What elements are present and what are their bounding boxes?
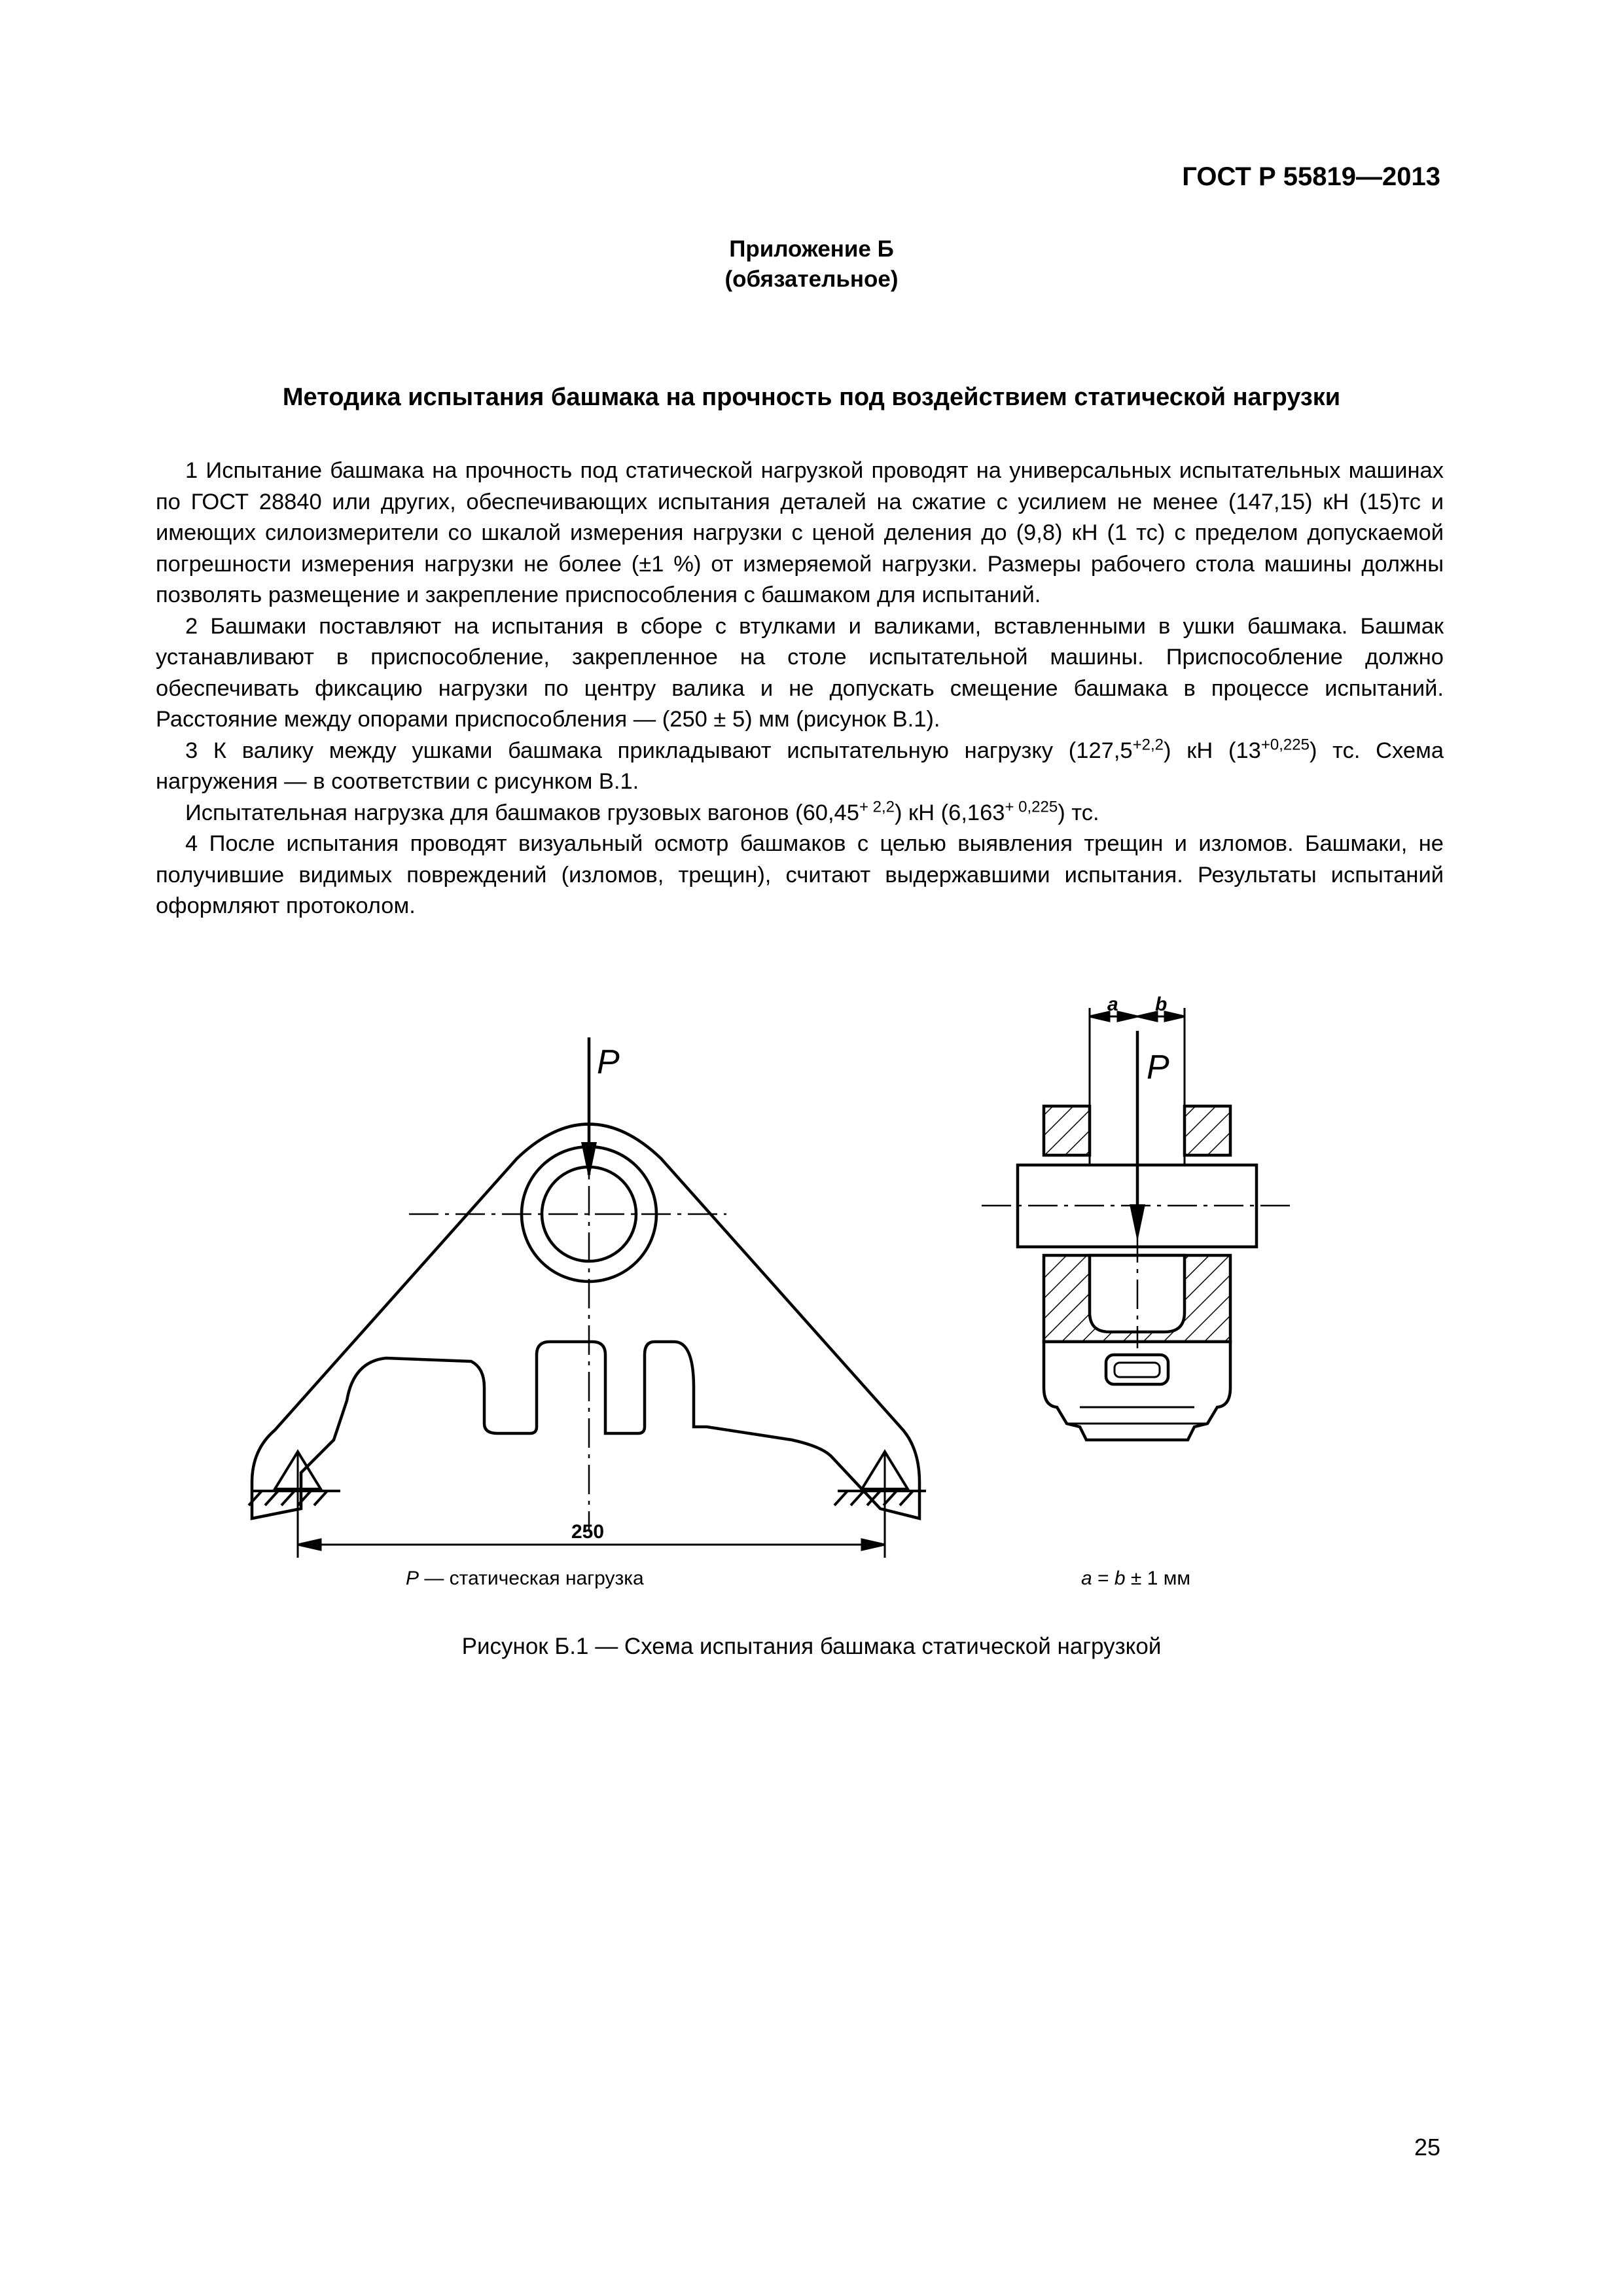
document-header: ГОСТ Р 55819—2013 — [1182, 162, 1440, 191]
section-title: Методика испытания башмака на прочность под воздействием статической нагрузки — [282, 384, 1341, 411]
load-label-right: P — [1147, 1049, 1169, 1086]
dimension-a-label: a — [1107, 994, 1118, 1015]
paragraph-3-text: 3 К валику между ушками башмака прикладывают испытательную нагрузку (127,5 — [185, 738, 1133, 763]
tolerance-superscript: + 0,225 — [1005, 798, 1058, 816]
shoe-base — [1044, 1342, 1230, 1440]
legend-tolerance-eq: = — [1092, 1568, 1115, 1589]
tolerance-superscript: +0,225 — [1260, 736, 1310, 753]
legend-load — [406, 1568, 644, 1590]
legend-tolerance-value: ± 1 мм — [1125, 1568, 1190, 1589]
legend-tolerance — [1081, 1568, 1190, 1590]
paragraph-3b-text: Испытательная нагрузка для башмаков грузовых вагонов (60,45 — [185, 800, 859, 825]
left-support — [249, 1452, 340, 1505]
legend-tolerance-a: a — [1081, 1568, 1092, 1589]
paragraph-3-text: ) тс. Схема нагружения — в соответствии с рисунком В.1. — [156, 738, 1444, 794]
load-arrow-right — [1130, 1031, 1145, 1242]
legend-load-text: — статическая нагрузка — [419, 1568, 644, 1589]
legend-tolerance-b: b — [1114, 1568, 1126, 1589]
load-arrow-left — [581, 1037, 597, 1179]
tolerance-superscript: + 2,2 — [859, 798, 895, 816]
appendix-title: Приложение Б — [729, 236, 894, 262]
load-label-left: P — [597, 1043, 620, 1081]
dimension-b-label: b — [1155, 994, 1168, 1015]
paragraph-3b-text: ) тс. — [1058, 800, 1099, 825]
figure-caption: Рисунок Б.1 — Схема испытания башмака статической нагрузкой — [461, 1634, 1162, 1659]
paragraph-3-text: ) кН (13 — [1164, 738, 1261, 763]
top-right-hatched-block — [1185, 1106, 1230, 1155]
paragraph-4: 4 После испытания проводят визуальный осмотр башмаков с целью выявления трещин и изломов. Башмаки, не получившие видимых повреждений (изломов, трещин), считают выдержавшими испытания. Результаты испытаний оформляют протоколом. — [156, 831, 1444, 918]
paragraph-2: 2 Башмаки поставляют на испытания в сборе с втулками и валиками, вставленными в ушки башмака. Башмак устанавливают в приспособление, закрепленное на столе испытательной машины. Приспособление должно обеспечивать фиксацию нагрузки по центру валика и не допускать смещение башмака в процессе испытаний. Расстояние между опорами приспособления — (250 ± 5) мм (рисунок В.1). — [156, 613, 1444, 732]
paragraph-1: 1 Испытание башмака на прочность под статической нагрузкой проводят на универсальных испытательных машинах по ГОСТ 28840 или других, обеспечивающих испытания деталей на сжатие с усилием не менее (147,15) кН (15)тс и имеющих силоизмерители со шкалой измерения нагрузки с ценой деления до (9,8) кН (1 тс) с пределом допускаемой погрешности измерения нагрузки не более (±1 %) от измеряемой нагрузки. Размеры рабочего стола машины должны позволять размещение и закрепление приспособления с башмаком для испытаний. — [156, 458, 1444, 607]
top-left-hatched-block — [1044, 1106, 1090, 1155]
appendix-status: (обязательное) — [724, 266, 899, 292]
tolerance-superscript: +2,2 — [1132, 736, 1164, 753]
right-support — [834, 1452, 926, 1505]
span-dimension-label: 250 — [571, 1521, 605, 1543]
legend-load-symbol: P — [406, 1568, 419, 1589]
paragraph-3b-text: ) кН (6,163 — [894, 800, 1005, 825]
shoe-outline — [252, 1124, 919, 1519]
page-number: 25 — [1414, 2134, 1440, 2161]
